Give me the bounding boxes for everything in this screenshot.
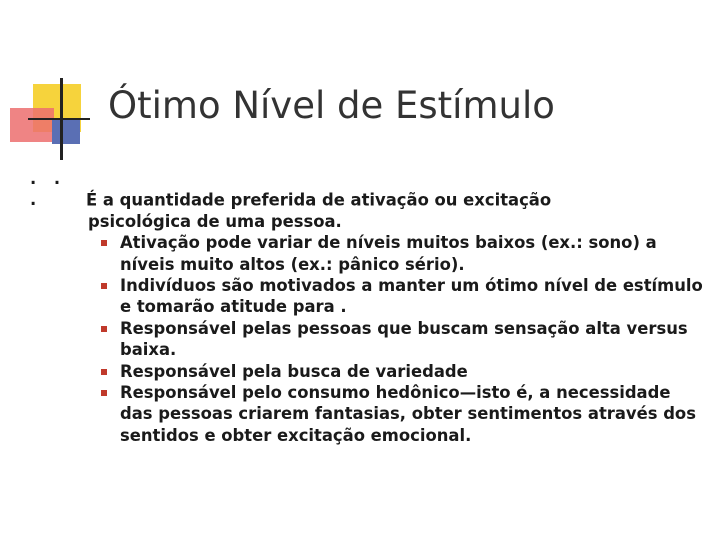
lead-text-continuation: psicológica de uma pessoa.: [88, 211, 342, 231]
list-item-text: Responsável pelas pessoas que buscam sensação alta versus baixa.: [120, 318, 688, 360]
logo-horizontal-line: [28, 118, 90, 120]
list-item: [120, 275, 705, 318]
square-bullet-icon: [101, 283, 107, 289]
list-item: [120, 318, 705, 361]
list-item: [120, 232, 705, 275]
list-item-text: Responsável pela busca de variedade: [120, 361, 468, 381]
lead-text-first-line: É a quantidade preferida de ativação ou excitação: [86, 190, 552, 210]
square-bullet-icon: [101, 240, 107, 246]
slide-title: Ótimo Nível de Estímulo: [108, 84, 555, 127]
logo-blue-square: [52, 118, 80, 144]
square-bullet-icon: [101, 369, 107, 375]
square-bullet-icon: [101, 326, 107, 332]
logo-red-square: [10, 108, 54, 142]
slide-body: [30, 168, 705, 446]
list-item: [120, 361, 705, 382]
list-item-text: Responsável pelo consumo hedônico—isto é, a necessidade das pessoas criarem fantasias, obter sentimentos através dos sentidos e obter excitação emocional.: [120, 383, 696, 445]
list-item: [120, 382, 705, 446]
decorative-logo: [0, 0, 100, 170]
square-bullet-icon: [101, 390, 107, 396]
lead-marker: . . .: [30, 169, 67, 210]
list-item-text: Ativação pode variar de níveis muitos baixos (ex.: sono) a níveis muito altos (ex.: pânico sério).: [120, 233, 657, 274]
bullet-list: [30, 232, 705, 446]
list-item-text: Indivíduos são motivados a manter um ótimo nível de estímulo e tomarão atitude para .: [120, 276, 703, 317]
lead-paragraph: [30, 168, 705, 232]
